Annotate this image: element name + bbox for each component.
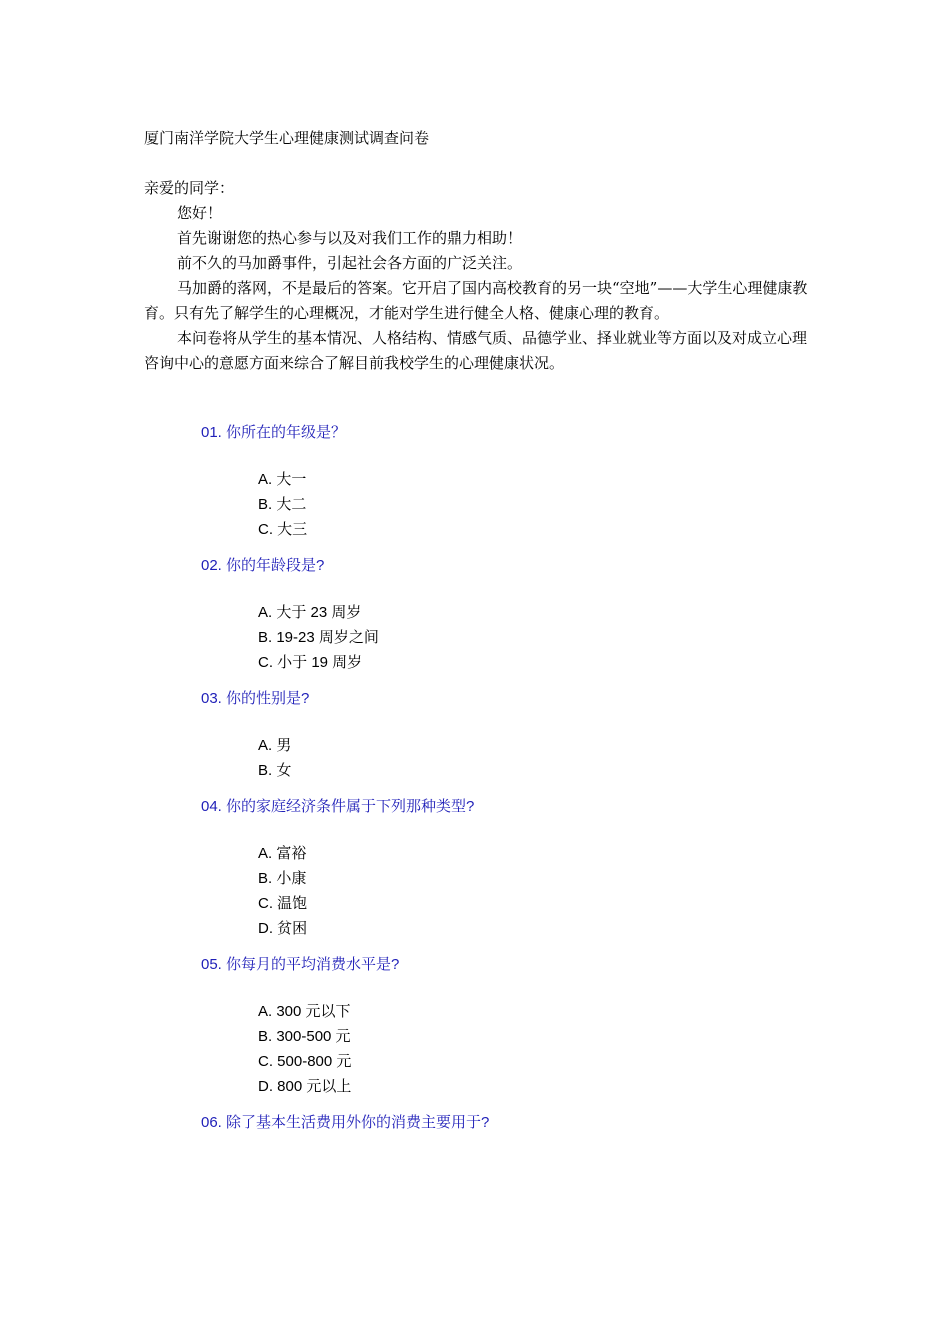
question-02: [201, 554, 821, 675]
option-item: A. 男: [258, 737, 292, 754]
intro-paragraph: 前不久的马加爵事件，引起社会各方面的广泛关注。: [177, 254, 523, 272]
option-item: D. 800 元以上: [258, 1078, 352, 1095]
question-list: [201, 421, 821, 1157]
option-item: A. 富裕: [258, 845, 307, 862]
question-text: 02. 你的年龄段是?: [201, 557, 325, 574]
question-03: [201, 687, 821, 783]
option-list: [201, 999, 821, 1099]
intro-paragraph: 首先谢谢您的热心参与以及对我们工作的鼎力相助！: [177, 229, 523, 247]
option-list: [201, 733, 821, 783]
option-item: B. 大二: [258, 496, 307, 513]
greeting: 您好！: [177, 204, 223, 222]
option-item: B. 小康: [258, 870, 307, 887]
question-01: [201, 421, 821, 542]
option-item: A. 大一: [258, 471, 307, 488]
intro-paragraph: 马加爵的落网，不是最后的答案。它开启了国内高校教育的另一块“空地”——大学生心理健康教育。只有先了解学生的心理概况，才能对学生进行健全人格、健康心理的教育。: [144, 279, 808, 322]
option-item: A. 大于 23 周岁: [258, 604, 362, 621]
option-item: C. 500-800 元: [258, 1053, 352, 1070]
option-item: C. 小于 19 周岁: [258, 654, 363, 671]
option-item: B. 300-500 元: [258, 1028, 351, 1045]
question-text: 01. 你所在的年级是？: [201, 424, 347, 441]
question-text: 04. 你的家庭经济条件属于下列那种类型?: [201, 798, 475, 815]
question-text: 03. 你的性别是?: [201, 690, 310, 707]
option-item: D. 贫困: [258, 920, 308, 937]
option-list: [201, 467, 821, 542]
option-list: [201, 841, 821, 941]
option-item: A. 300 元以下: [258, 1003, 351, 1020]
salutation: 亲爱的同学：: [144, 179, 235, 197]
question-06: [201, 1111, 821, 1135]
option-item: C. 温饱: [258, 895, 308, 912]
question-04: [201, 795, 821, 941]
question-text: 05. 你每月的平均消费水平是?: [201, 956, 400, 973]
option-list: [201, 600, 821, 675]
document-title: 厦门南洋学院大学生心理健康测试调查问卷: [144, 129, 430, 147]
question-05: [201, 953, 821, 1099]
intro-section: [144, 176, 812, 376]
option-item: B. 女: [258, 762, 292, 779]
intro-paragraph: 本问卷将从学生的基本情况、人格结构、情感气质、品德学业、择业就业等方面以及对成立心理咨询中心的意愿方面来综合了解目前我校学生的心理健康状况。: [144, 329, 808, 372]
question-text: 06. 除了基本生活费用外你的消费主要用于?: [201, 1114, 490, 1131]
option-item: C. 大三: [258, 521, 308, 538]
option-item: B. 19-23 周岁之间: [258, 629, 379, 646]
